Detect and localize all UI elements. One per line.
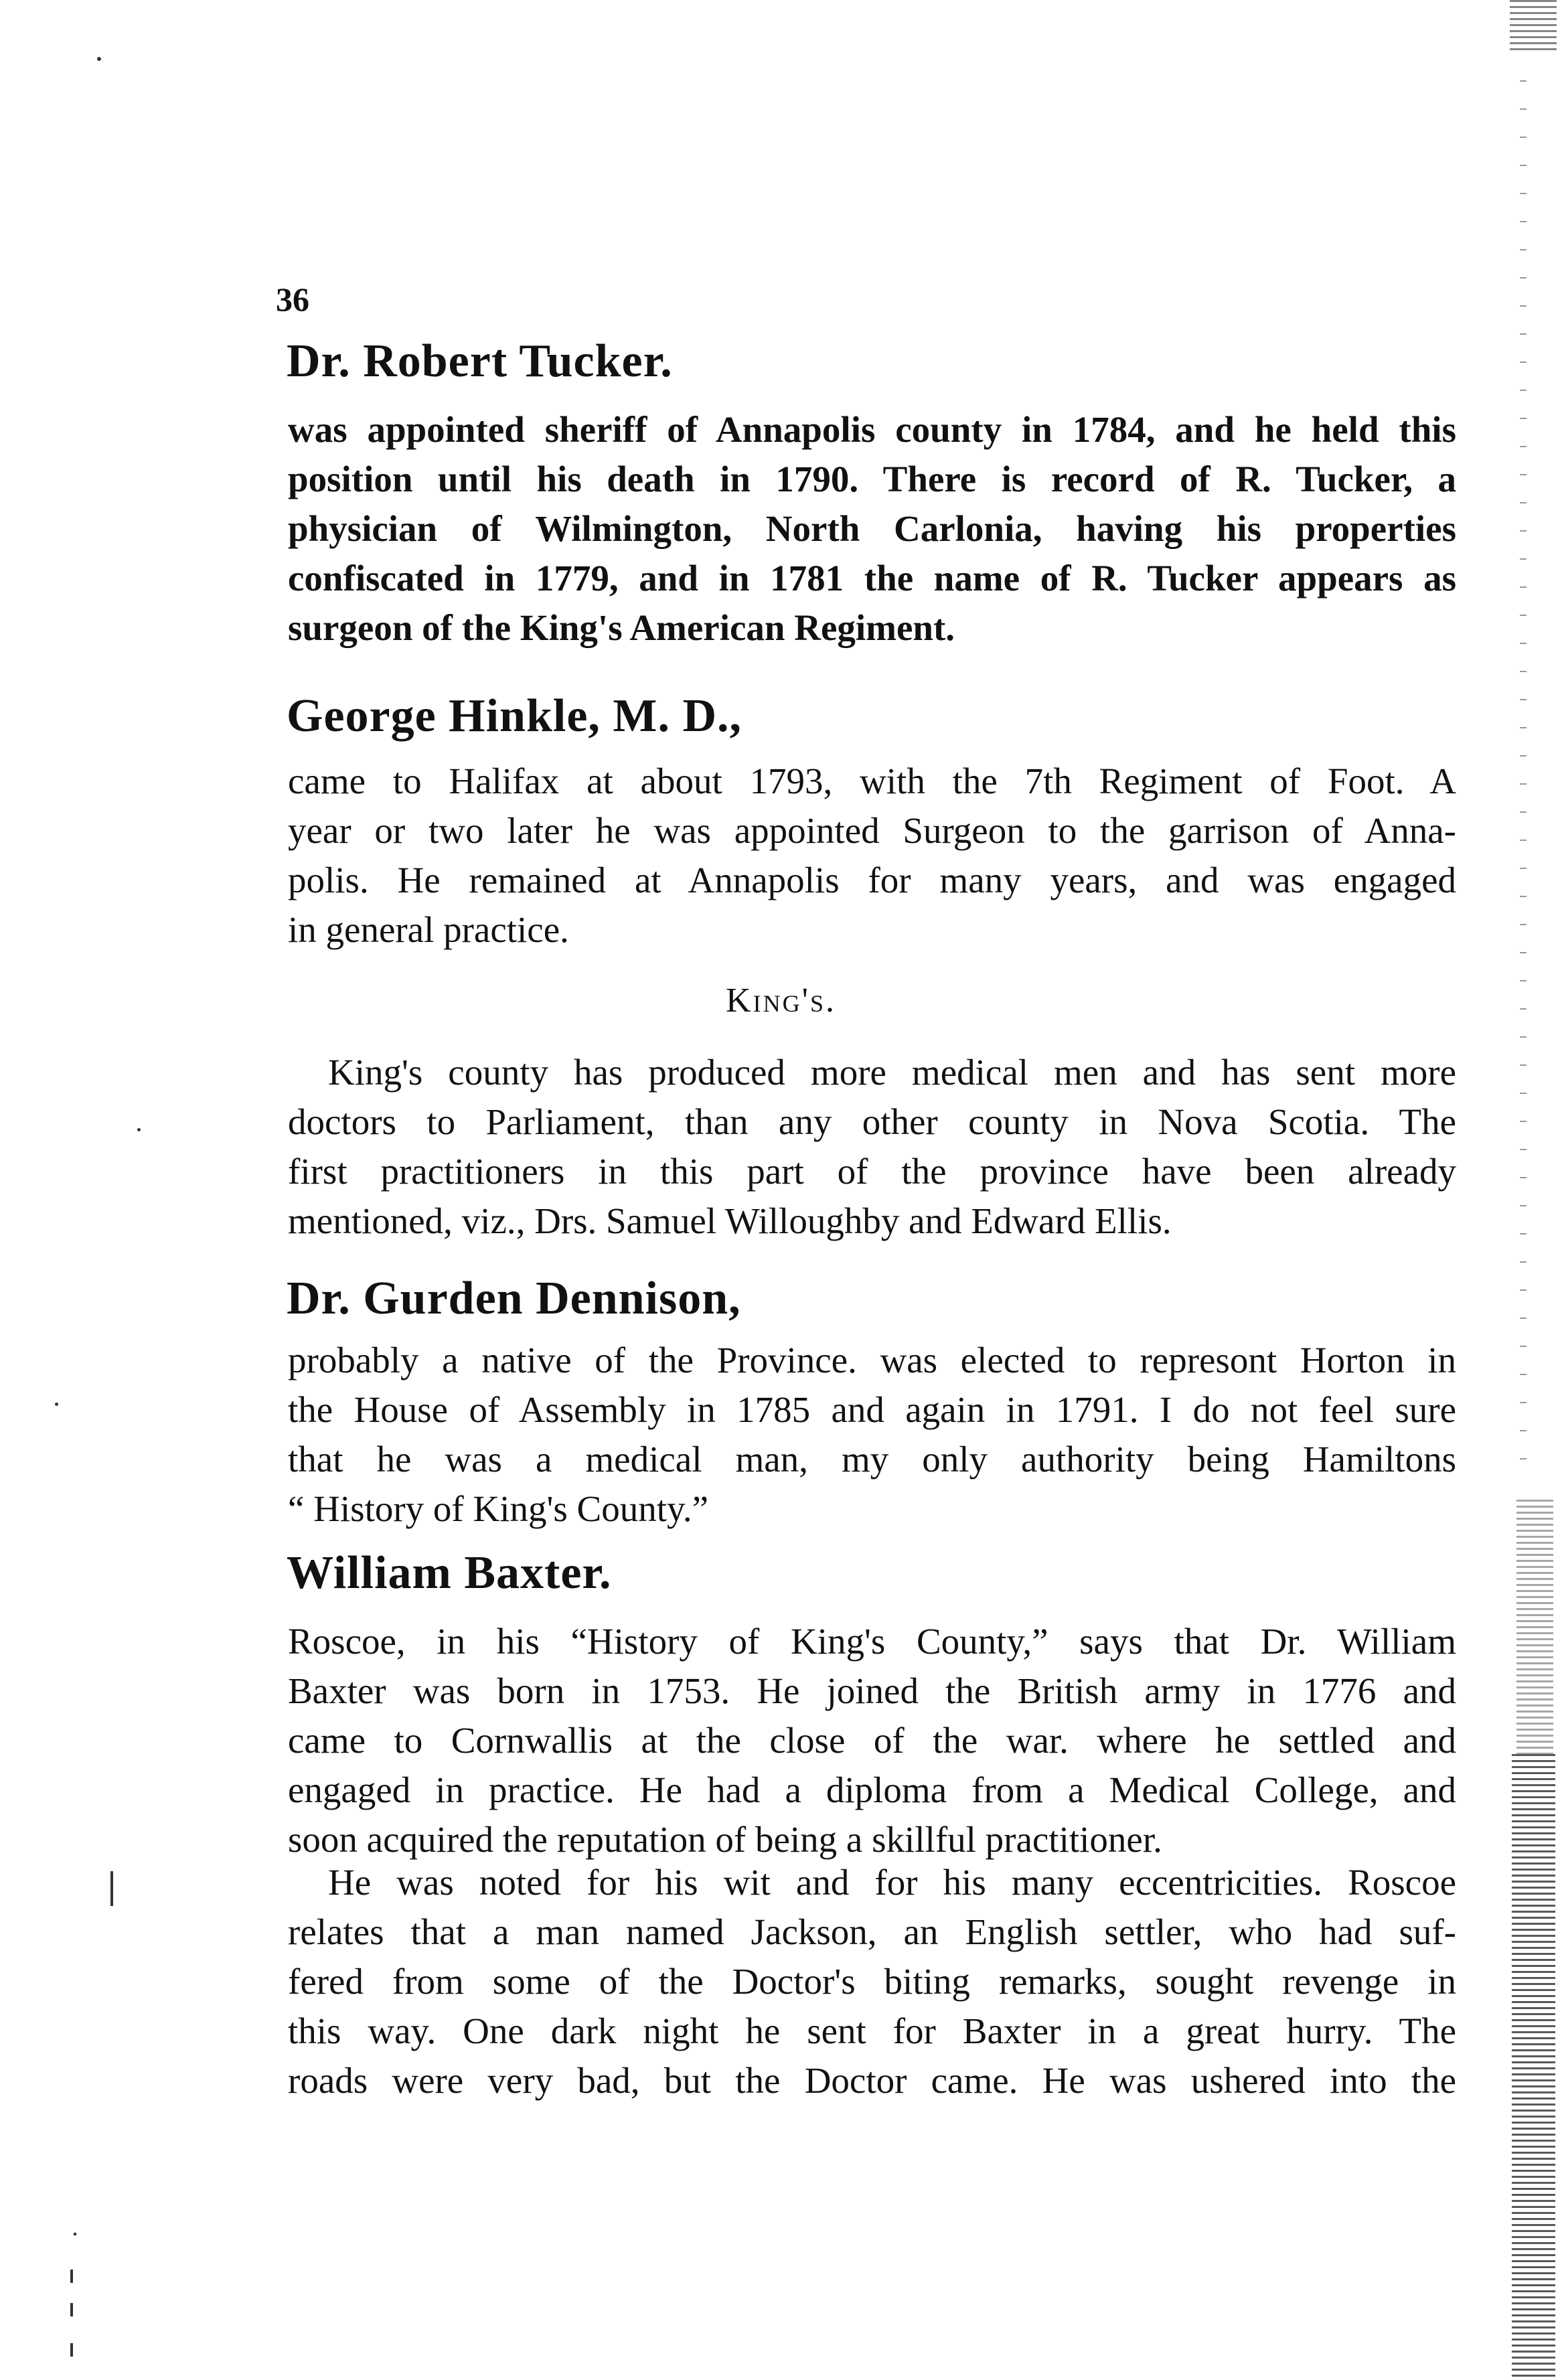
text-line: that he was a medical man, my only authority being Hamiltons [288, 1439, 1456, 1480]
heading-robert-tucker: Dr. Robert Tucker. [287, 335, 673, 387]
text-line: came to Cornwallis at the close of the war. where he settled and [288, 1720, 1456, 1761]
text-line: King's county has produced more medical men and has sent more [328, 1052, 1456, 1093]
text-line: the House of Assembly in 1785 and again in 1791. I do not feel sure [288, 1389, 1456, 1430]
paragraph-robert-tucker [288, 405, 1456, 653]
heading-gurden-dennison: Dr. Gurden Dennison, [287, 1273, 741, 1324]
page-edge-noise [1512, 1754, 1555, 2380]
text-line: probably a native of the Province. was elected to represont Horton in [288, 1340, 1456, 1380]
scan-mark [110, 1871, 113, 1906]
text-line: doctors to Parliament, than any other county in Nova Scotia. The [288, 1101, 1456, 1142]
text-line: engaged in practice. He had a diploma from a Medical College, and [288, 1769, 1456, 1810]
paragraph-gurden-dennison [288, 1336, 1456, 1534]
page-edge-noise [1510, 0, 1557, 54]
text-line: position until his death in 1790. There is record of R. Tucker, a [288, 459, 1456, 499]
heading-george-hinkle: George Hinkle, M. D., [287, 690, 743, 742]
scan-speck [70, 2303, 73, 2316]
scan-speck [74, 2233, 76, 2235]
text-line: year or two later he was appointed Surgeon to the garrison of Anna- [288, 810, 1456, 851]
text-line: confiscated in 1779, and in 1781 the name of R. Tucker appears as [288, 558, 1456, 599]
text-line: Baxter was born in 1753. He joined the British army in 1776 and [288, 1670, 1456, 1711]
paragraph-george-hinkle [288, 757, 1456, 955]
text-line: came to Halifax at about 1793, with the 7th Regiment of Foot. A [288, 761, 1456, 801]
paragraph-william-baxter-1 [288, 1617, 1456, 1865]
scan-speck [55, 1403, 58, 1406]
text-line: “ History of King's County.” [288, 1488, 709, 1529]
text-line: surgeon of the King's American Regiment. [288, 607, 955, 648]
page-edge-noise [1516, 1500, 1553, 1754]
text-line: fered from some of the Doctor's biting remarks, sought revenge in [288, 1961, 1456, 2002]
scan-speck [137, 1128, 141, 1131]
paragraph-william-baxter-2 [288, 1858, 1456, 2106]
text-line: in general practice. [288, 909, 569, 950]
section-heading-kings: King's. [726, 981, 836, 1020]
text-line: was appointed sheriff of Annapolis county in 1784, and he held this [288, 409, 1456, 450]
page-number: 36 [276, 281, 309, 318]
text-line: He was noted for his wit and for his many eccentricities. Roscoe [328, 1862, 1456, 1903]
text-line: roads were very bad, but the Doctor came. He was ushered into the [288, 2060, 1456, 2101]
scan-speck [70, 2343, 73, 2357]
text-line: Roscoe, in his “History of King's County,” says that Dr. William [288, 1621, 1456, 1662]
page-edge-dots [1520, 80, 1527, 1486]
paragraph-kings-intro [288, 1048, 1456, 1246]
scan-speck [97, 57, 101, 61]
text-line: physician of Wilmington, North Carlonia, having his properties [288, 508, 1456, 549]
text-line: polis. He remained at Annapolis for many years, and was engaged [288, 860, 1456, 900]
text-line: this way. One dark night he sent for Baxter in a great hurry. The [288, 2010, 1456, 2051]
text-line: first practitioners in this part of the province have been already [288, 1151, 1456, 1192]
scan-speck [70, 2270, 73, 2283]
text-line: soon acquired the reputation of being a skillful practitioner. [288, 1819, 1162, 1860]
text-line: mentioned, viz., Drs. Samuel Willoughby and Edward Ellis. [288, 1200, 1172, 1241]
text-line: relates that a man named Jackson, an English settler, who had suf- [288, 1911, 1456, 1952]
heading-william-baxter: William Baxter. [287, 1547, 612, 1599]
